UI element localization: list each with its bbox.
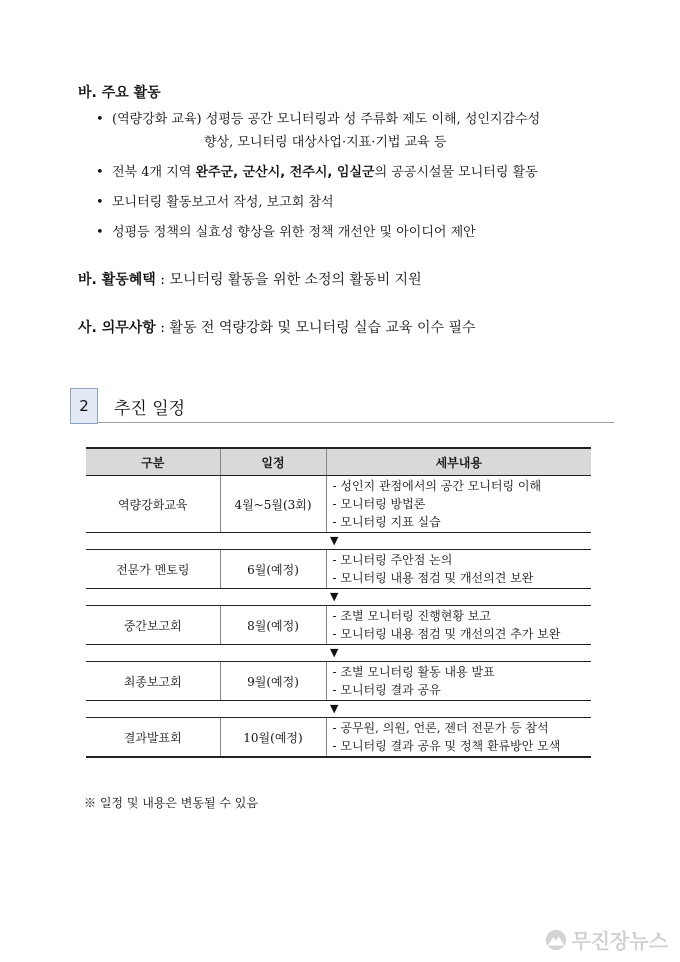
row-date: 6월(예정) xyxy=(220,550,326,589)
row-details xyxy=(326,718,591,758)
row-category: 중간보고회 xyxy=(86,606,220,645)
activity-text: 성평등 정책의 실효성 향상을 위한 정책 개선안 및 아이디어 제안 xyxy=(112,225,476,240)
detail-line: - 모니터링 결과 공유 xyxy=(332,683,441,697)
row-details xyxy=(326,476,591,533)
duty-key: 사. 의무사항 xyxy=(78,320,156,336)
benefit-key: 바. 활동혜택 xyxy=(78,272,156,288)
detail-line: - 모니터링 방법론 xyxy=(332,497,426,511)
activity-item xyxy=(96,110,626,152)
section-title: 추진 일정 xyxy=(114,399,186,419)
detail-line: - 모니터링 결과 공유 및 정책 환류방안 모색 xyxy=(332,739,561,753)
schedule-table xyxy=(86,447,591,758)
row-date: 10월(예정) xyxy=(220,718,326,758)
row-category: 전문가 멘토링 xyxy=(86,550,220,589)
row-date: 4월~5월(3회) xyxy=(220,476,326,533)
activity-text: 전북 4개 지역 xyxy=(112,165,196,180)
section-underline xyxy=(98,422,614,423)
detail-line: - 공무원, 의원, 언론, 젠더 전문가 등 참석 xyxy=(332,721,549,735)
benefit-paragraph xyxy=(78,270,422,290)
mountain-logo-icon xyxy=(545,929,567,951)
detail-line: - 모니터링 내용 점검 및 개선의견 추가 보완 xyxy=(332,627,561,641)
row-category: 역량강화교육 xyxy=(86,476,220,533)
down-arrow-icon: ▼ xyxy=(330,646,339,659)
detail-line: - 모니터링 지표 실습 xyxy=(332,515,441,529)
activity-item xyxy=(96,193,626,212)
activity-text: 모니터링 활동보고서 작성, 보고회 참석 xyxy=(112,195,334,210)
activities-heading: 바. 주요 활동 xyxy=(78,85,161,101)
activity-regions: 완주군, 군산시, 전주시, 임실군 xyxy=(195,165,375,180)
detail-line: - 모니터링 내용 점검 및 개선의견 보완 xyxy=(332,571,534,585)
row-category: 결과발표회 xyxy=(86,718,220,758)
duty-paragraph xyxy=(78,318,476,338)
row-category: 최종보고회 xyxy=(86,662,220,701)
arrow-row xyxy=(86,589,591,606)
schedule-section-header xyxy=(70,388,614,424)
table-row xyxy=(86,476,591,533)
watermark-text: 무진장뉴스 xyxy=(571,929,668,953)
detail-line: - 조별 모니터링 활동 내용 발표 xyxy=(332,665,495,679)
table-row xyxy=(86,718,591,758)
duty-value: : 활동 전 역량강화 및 모니터링 실습 교육 이수 필수 xyxy=(155,320,476,336)
arrow-row xyxy=(86,645,591,662)
down-arrow-icon: ▼ xyxy=(330,534,339,547)
arrow-row xyxy=(86,701,591,718)
activity-text: (역량강화 교육) 성평등 공간 모니터링과 성 주류화 제도 이해, 성인지감수성 xyxy=(112,112,541,127)
table-header-row xyxy=(86,448,591,476)
activity-text: 의 공공시설물 모니터링 활동 xyxy=(374,165,538,180)
arrow-row xyxy=(86,533,591,550)
row-details xyxy=(326,662,591,701)
down-arrow-icon: ▼ xyxy=(330,590,339,603)
row-details xyxy=(326,550,591,589)
detail-line: - 모니터링 주안점 논의 xyxy=(332,553,453,567)
table-row xyxy=(86,550,591,589)
activity-item xyxy=(96,163,626,182)
header-details: 세부내용 xyxy=(326,448,591,476)
table-row xyxy=(86,662,591,701)
header-date: 일정 xyxy=(220,448,326,476)
detail-line: - 성인지 관점에서의 공간 모니터링 이해 xyxy=(332,479,542,493)
schedule-note: ※ 일정 및 내용은 변동될 수 있음 xyxy=(84,796,258,810)
row-details xyxy=(326,606,591,645)
row-date: 9월(예정) xyxy=(220,662,326,701)
down-arrow-icon: ▼ xyxy=(330,702,339,715)
section-number-box: 2 xyxy=(70,388,98,424)
activity-text-cont: 향상, 모니터링 대상사업·지표·기법 교육 등 xyxy=(204,135,447,150)
activity-item xyxy=(96,223,626,242)
benefit-value: : 모니터링 활동을 위한 소정의 활동비 지원 xyxy=(155,272,422,288)
detail-line: - 조별 모니터링 진행현황 보고 xyxy=(332,609,491,623)
table-row xyxy=(86,606,591,645)
header-category: 구분 xyxy=(86,448,220,476)
watermark xyxy=(545,925,668,954)
row-date: 8월(예정) xyxy=(220,606,326,645)
activities-list xyxy=(96,110,626,253)
